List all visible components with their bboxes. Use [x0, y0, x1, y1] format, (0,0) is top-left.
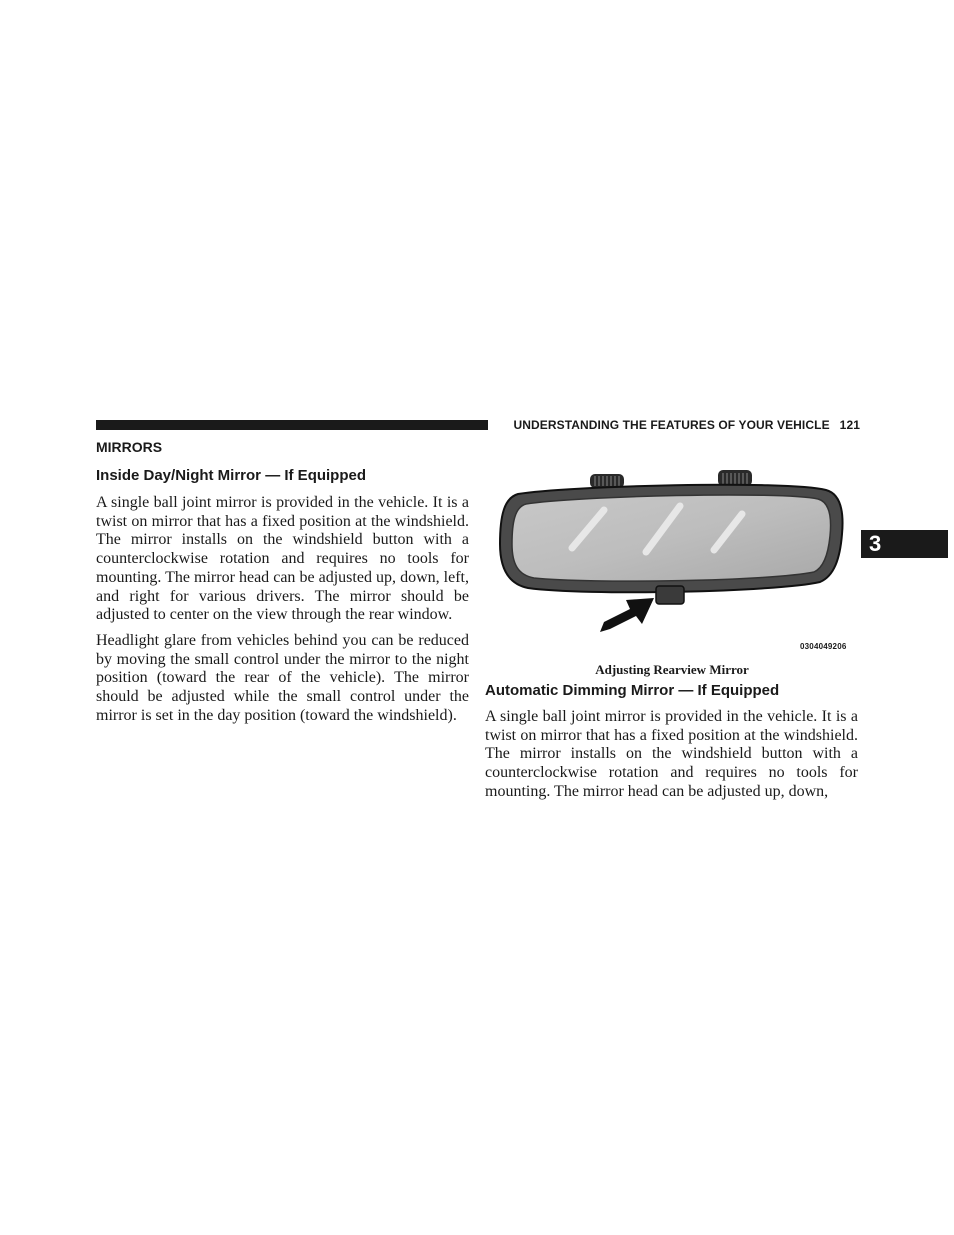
figure-code: 0304049206 [800, 642, 847, 651]
section-title: MIRRORS [96, 439, 163, 455]
header-rule-bar [96, 420, 488, 430]
rearview-mirror-illustration [496, 464, 860, 654]
paragraph-day-night-2: Headlight glare from vehicles behind you can be reduced by moving the small control under the mirror to the night position (toward the rear of the vehicle). The mirror should be adjusted while the small control under the mirror is set in the day position (toward the windshield). [96, 632, 469, 724]
day-night-control-tab [656, 586, 684, 604]
running-header [498, 418, 860, 432]
subsection-title-day-night: Inside Day/Night Mirror — If Equipped [96, 467, 367, 484]
page-number: 121 [839, 418, 860, 432]
subsection-title-auto-dimming: Automatic Dimming Mirror — If Equipped [485, 682, 780, 699]
mount-knob-right-icon [718, 470, 752, 486]
pointer-arrow-icon [600, 598, 654, 632]
paragraph-auto-dimming-1: A single ball joint mirror is provided in the vehicle. It is a twist on mirror that has a fixed position at the windshield. The mirror installs on the windshield button with a counterclockwise rotation and requires no tools for mounting. The mirror head can be adjusted up, down, [485, 708, 858, 800]
mirror-glass [512, 495, 831, 581]
figure-caption: Adjusting Rearview Mirror [595, 662, 749, 677]
paragraph-day-night-1: A single ball joint mirror is provided in the vehicle. It is a twist on mirror that has a fixed position at the windshield. The mirror installs on the windshield button with a counterclockwise rotation and requires no tools for mounting. The mirror head can be adjusted up, down, left, and right for various drivers. The mirror should be adjusted to center on the view through the rear window. [96, 494, 469, 624]
chapter-tab: 3 [861, 530, 948, 558]
running-title: UNDERSTANDING THE FEATURES OF YOUR VEHICLE [513, 418, 830, 432]
